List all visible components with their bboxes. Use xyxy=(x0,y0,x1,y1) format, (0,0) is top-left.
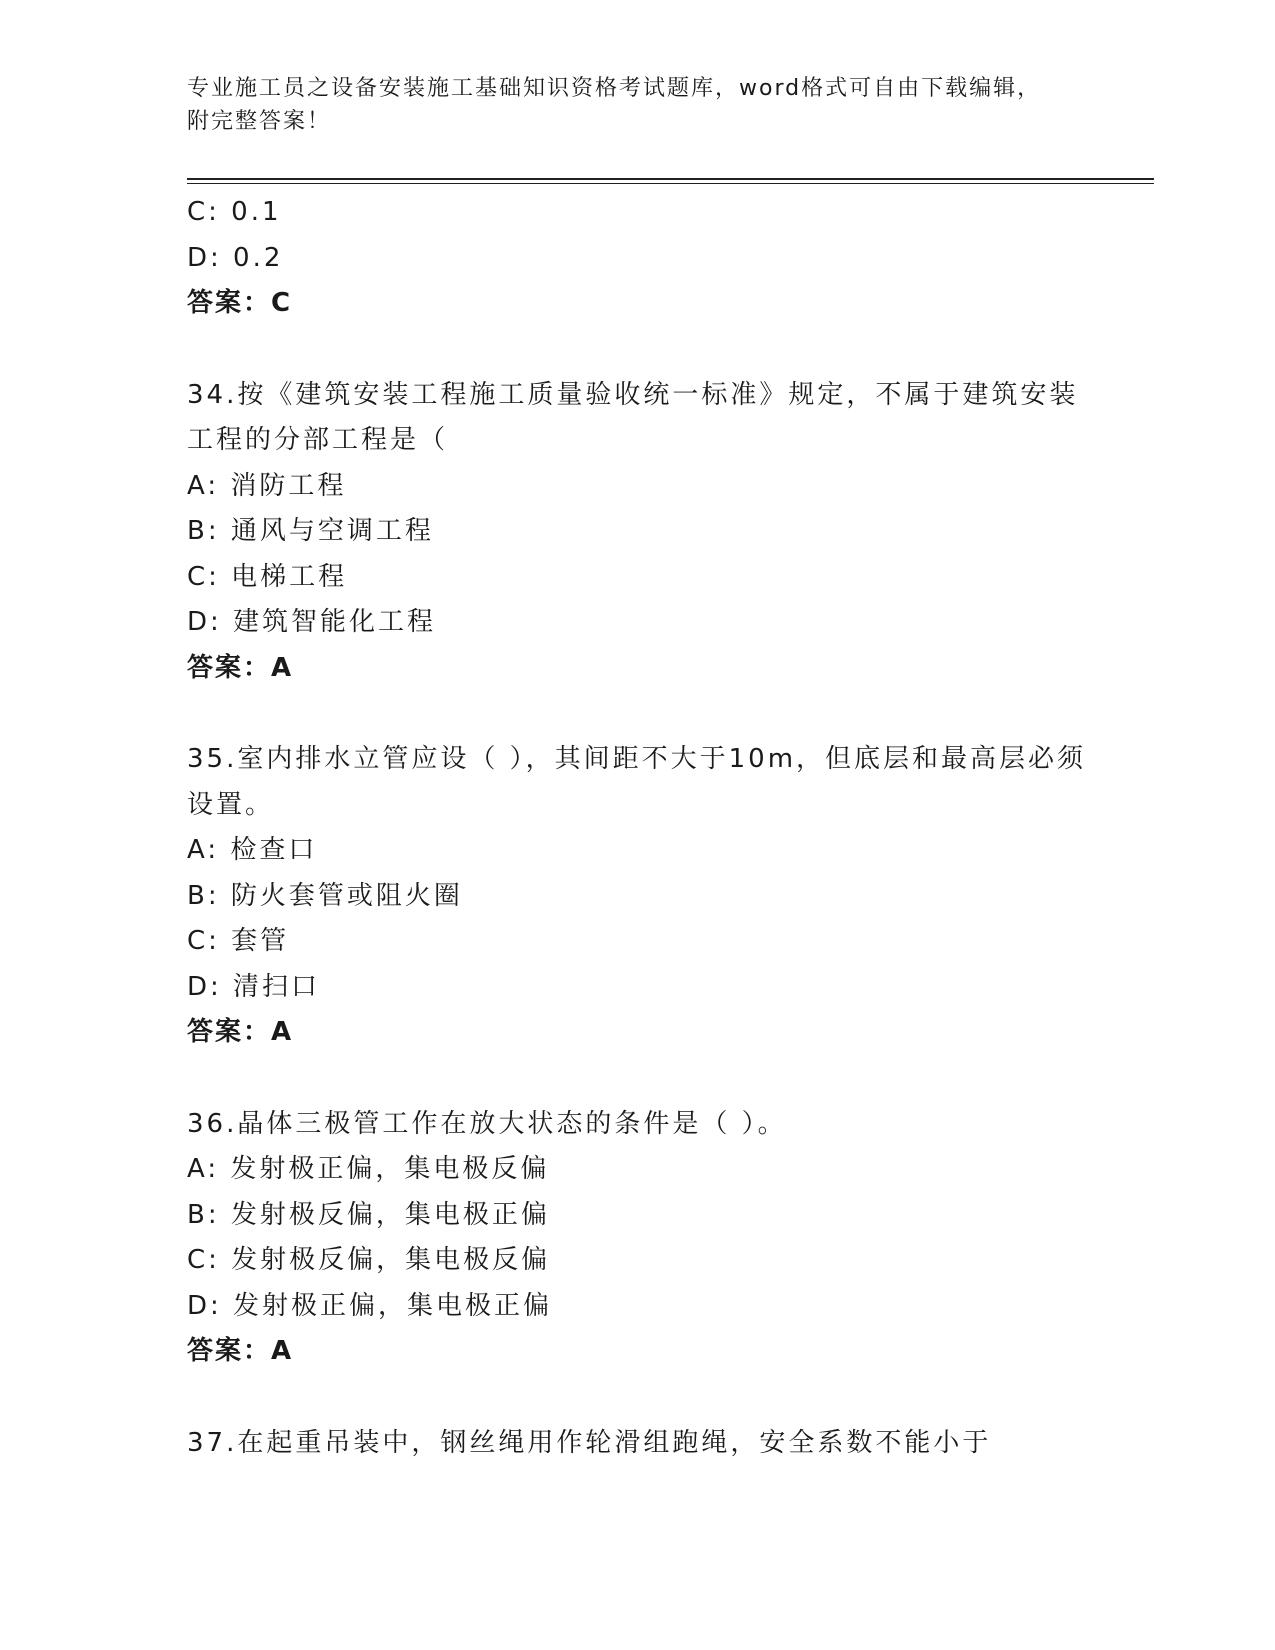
option-c: C: 发射极反偏，集电极反偏 xyxy=(187,1245,551,1275)
spacer xyxy=(187,327,1087,373)
spacer xyxy=(187,1375,1087,1421)
header-line-1: 专业施工员之设备安装施工基础知识资格考试题库，word格式可自由下载编辑， xyxy=(187,76,1042,101)
question-stem-line: 37.在起重吊装中，钢丝绳用作轮滑组跑绳，安全系数不能小于 xyxy=(187,1427,992,1458)
question-37 xyxy=(187,1421,1087,1467)
option-a: A: 消防工程 xyxy=(187,470,347,501)
option-a: A: 发射极正偏，集电极反偏 xyxy=(187,1154,550,1184)
option-c: C: 套管 xyxy=(187,926,290,956)
option-d: D: 0.2 xyxy=(187,242,284,273)
header-divider-thick xyxy=(187,178,1154,180)
question-stem-line: 36.晶体三极管工作在放大状态的条件是（ ）。 xyxy=(187,1108,787,1139)
answer-line: 答案：A xyxy=(187,1017,294,1047)
answer-line: 答案：C xyxy=(187,288,293,318)
option-c: C: 电梯工程 xyxy=(187,561,348,592)
option-b: B: 防火套管或阻火圈 xyxy=(187,880,463,911)
answer-line: 答案：A xyxy=(187,1336,294,1366)
question-34 xyxy=(187,373,1087,692)
option-d: D: 建筑智能化工程 xyxy=(187,607,437,637)
option-b: B: 通风与空调工程 xyxy=(187,516,434,546)
spacer xyxy=(187,691,1087,737)
question-stem-line: 34.按《建筑安装工程施工质量验收统一标准》规定，不属于建筑安装 xyxy=(187,379,1079,410)
spacer xyxy=(187,1056,1087,1102)
option-d: D: 发射极正偏，集电极正偏 xyxy=(187,1290,553,1321)
option-b: B: 发射极反偏，集电极正偏 xyxy=(187,1199,550,1230)
answer-line: 答案：A xyxy=(187,652,294,683)
option-d: D: 清扫口 xyxy=(187,971,321,1002)
document-header xyxy=(187,72,1087,138)
question-35 xyxy=(187,737,1087,1056)
option-c: C: 0.1 xyxy=(187,197,282,227)
header-line-2: 附完整答案！ xyxy=(187,109,332,134)
question-stem-line: 35.室内排水立管应设（ ），其间距不大于10m，但底层和最高层必须 xyxy=(187,744,1087,774)
question-36 xyxy=(187,1102,1087,1375)
question-33-continued xyxy=(187,190,1087,327)
question-stem-line: 设置。 xyxy=(187,789,275,820)
option-a: A: 检查口 xyxy=(187,835,318,865)
question-list xyxy=(187,190,1087,1466)
question-stem-line: 工程的分部工程是（ xyxy=(187,425,449,455)
header-divider-thin xyxy=(187,183,1154,184)
